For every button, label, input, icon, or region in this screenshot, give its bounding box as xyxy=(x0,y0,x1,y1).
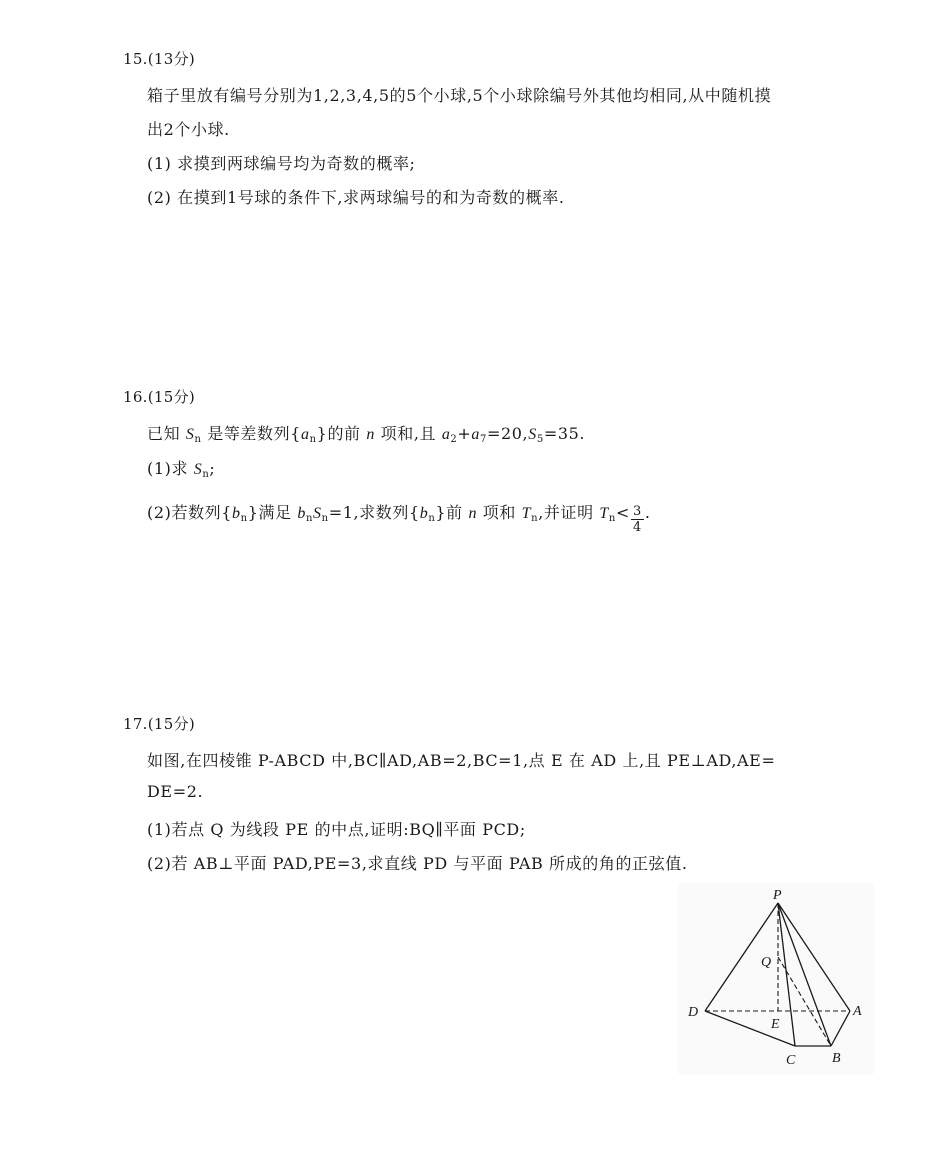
problem-15-header: 15.(13分) xyxy=(123,50,196,68)
label-Q: Q xyxy=(761,955,772,970)
problem-17-question-2: (2)若 AB⊥平面 PAD,PE=3,求直线 PD 与平面 PAB 所成的角的正弦值. xyxy=(147,854,688,873)
problem-16-question-1: (1)求 $S_n$; xyxy=(147,459,216,480)
problem-17-question-1: (1)若点 Q 为线段 PE 的中点,证明:BQ∥平面 PCD; xyxy=(147,820,526,839)
problem-15-question-1: (1) 求摸到两球编号均为奇数的概率; xyxy=(147,154,416,173)
pyramid-figure xyxy=(678,882,878,1077)
problem-16-statement: 已知 $S_n$ 是等差数列$\{a_n\}$的前 n 项和,且 $a_2+a_7=20,S_5=35$. xyxy=(147,424,586,445)
label-B: B xyxy=(832,1051,841,1066)
label-E: E xyxy=(771,1017,780,1032)
problem-16-question-2: (2)若数列$\{b_n\}$满足 $b_nS_n=1$,求数列$\{b_n\}$前 n 项和 $T_n$,并证明 $T_n<$ $\frac{3}{4}$ . xyxy=(147,503,651,535)
label-P: P xyxy=(773,888,782,903)
label-A: A xyxy=(853,1004,862,1019)
label-D: D xyxy=(688,1005,699,1020)
problem-15-statement-line2: 出2个小球. xyxy=(147,120,230,139)
problem-15-question-2: (2) 在摸到1号球的条件下,求两球编号的和为奇数的概率. xyxy=(147,188,565,207)
problem-17-statement-line2: DE=2. xyxy=(147,782,204,801)
problem-15-statement-line1: 箱子里放有编号分别为1,2,3,4,5的5个小球,5个小球除编号外其他均相同,从中随机摸 xyxy=(147,86,772,105)
problem-17-header: 17.(15分) xyxy=(123,715,196,733)
fraction-three-quarters: $\frac{3}{4}$ xyxy=(632,504,642,535)
problem-17-statement-line1: 如图,在四棱锥 P-ABCD 中,BC∥AD,AB=2,BC=1,点 E 在 AD 上,且 PE⊥AD,AE= xyxy=(147,751,776,770)
figure-background xyxy=(678,882,874,1074)
label-C: C xyxy=(786,1053,796,1068)
problem-16-header: 16.(15分) xyxy=(123,388,196,406)
